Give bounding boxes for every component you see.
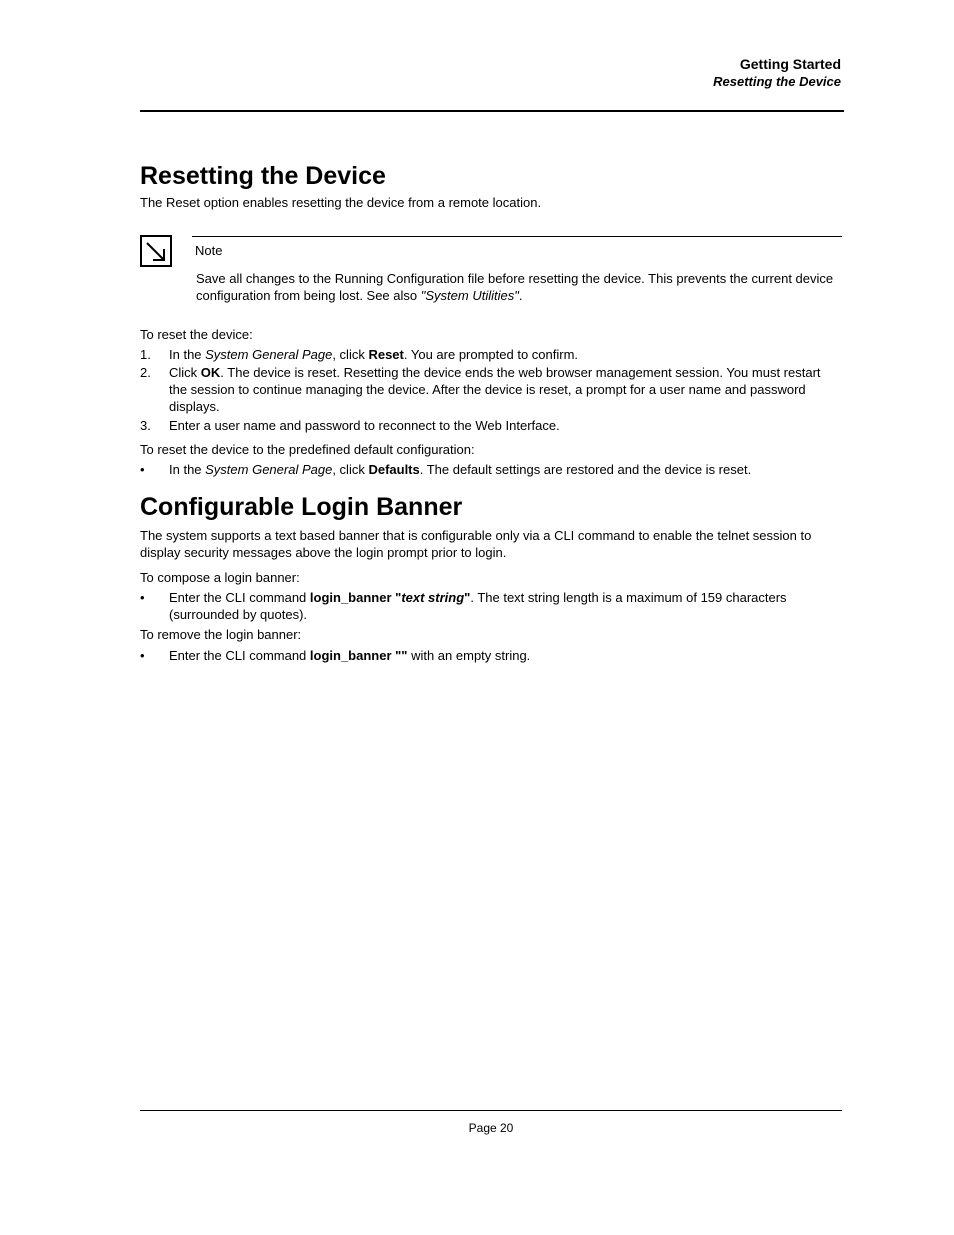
header-rule (140, 110, 844, 112)
remove-lead: To remove the login banner: (140, 627, 302, 642)
running-header-title: Getting Started (739, 56, 841, 72)
running-header-subtitle: Resetting the Device (713, 74, 841, 89)
note-rule (192, 236, 842, 237)
note-label: Note (195, 243, 223, 258)
note-text: Save all changes to the Running Configuration file before resetting the device. This prevents the current device configuration from being lost. See also "System Utilities". (196, 271, 834, 303)
note-reference-link: "System Utilities" (420, 288, 519, 303)
section-heading-resetting: Resetting the Device (140, 162, 386, 190)
note-icon (140, 235, 172, 267)
footer-rule (140, 1110, 842, 1111)
section-intro: The Reset option enables resetting the device from a remote location. (140, 195, 542, 210)
section-intro: The system supports a text based banner that is configurable only via a CLI command to enable the telnet session to display security messages above the login prompt prior to login. (140, 528, 812, 560)
compose-lead: To compose a login banner: (140, 570, 300, 585)
defaults-lead: To reset the device to the predefined default configuration: (140, 442, 475, 457)
reset-lead: To reset the device: (140, 327, 253, 342)
page-number: Page 20 (468, 1121, 514, 1135)
section-heading-login-banner: Configurable Login Banner (140, 493, 463, 521)
